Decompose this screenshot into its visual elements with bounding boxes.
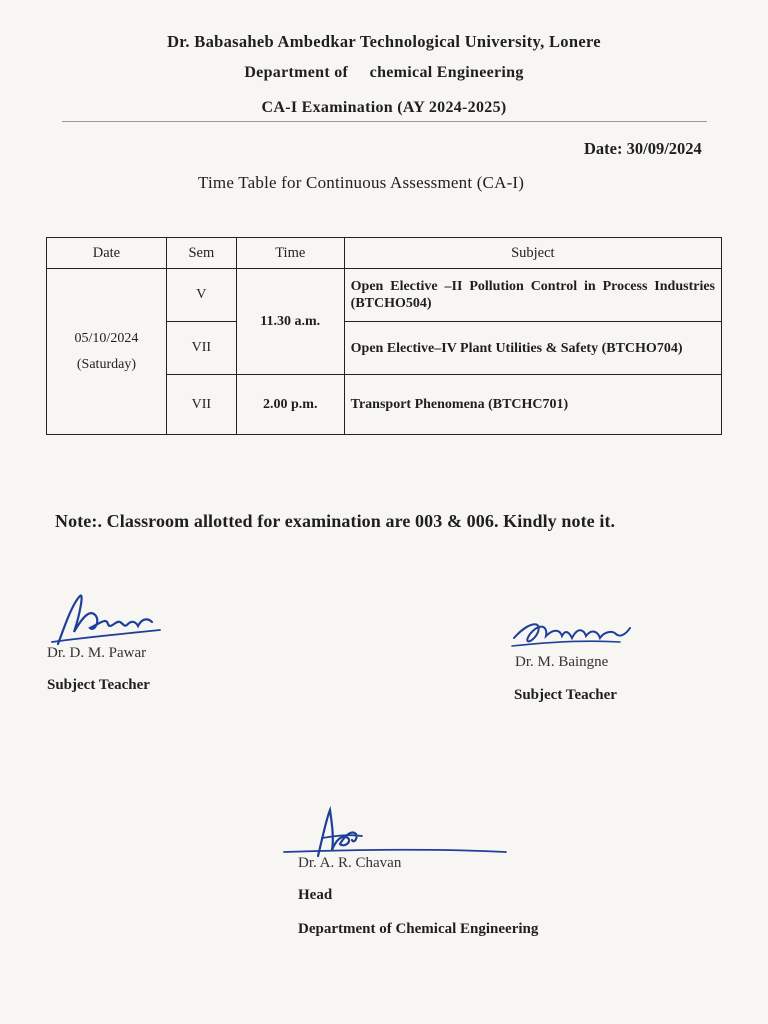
time-cell: 11.30 a.m. — [236, 269, 344, 375]
header-divider — [62, 121, 707, 122]
timetable — [46, 237, 722, 435]
time-cell: 2.00 p.m. — [236, 375, 344, 435]
sem-cell: V — [166, 269, 236, 322]
signatory-role: Subject Teacher — [47, 677, 150, 693]
signatory-name: Dr. M. Baingne — [515, 654, 609, 670]
exam-day: (Saturday) — [76, 356, 136, 372]
notice-date: Date: 30/09/2024 — [584, 139, 702, 158]
signatory-role: Head — [298, 887, 333, 903]
subject-cell: Open Elective–IV Plant Utilities & Safety (BTCHO704) — [344, 322, 721, 375]
subject-cell: Transport Phenomena (BTCHC701) — [344, 375, 721, 435]
exam-date: 05/10/2024 — [74, 330, 139, 346]
column-header-subject: Subject — [344, 238, 721, 269]
timetable-title: Time Table for Continuous Assessment (CA-I) — [198, 173, 525, 192]
signatory-department: Department of Chemical Engineering — [298, 921, 539, 937]
department-name: Department of chemical Engineering — [244, 64, 524, 81]
exam-title: CA-I Examination (AY 2024-2025) — [261, 99, 507, 116]
classroom-note: Note:. Classroom allotted for examination are 003 & 006. Kindly note it. — [55, 511, 616, 531]
signature-pawar — [50, 588, 170, 650]
university-name: Dr. Babasaheb Ambedkar Technological University, Lonere — [167, 32, 601, 51]
column-header-time: Time — [236, 238, 344, 269]
sem-cell: VII — [166, 375, 236, 435]
exam-date-cell — [47, 269, 167, 435]
signature-baingne — [508, 612, 638, 656]
column-header-date: Date — [47, 238, 167, 269]
table-header-row — [47, 238, 722, 269]
subject-cell: Open Elective –II Pollution Control in Process Industries (BTCHO504) — [344, 269, 721, 322]
signatory-name: Dr. D. M. Pawar — [47, 645, 147, 661]
signatory-role: Subject Teacher — [514, 687, 617, 703]
sem-cell: VII — [166, 322, 236, 375]
signatory-name: Dr. A. R. Chavan — [298, 855, 402, 871]
table-row — [47, 269, 722, 322]
column-header-sem: Sem — [166, 238, 236, 269]
